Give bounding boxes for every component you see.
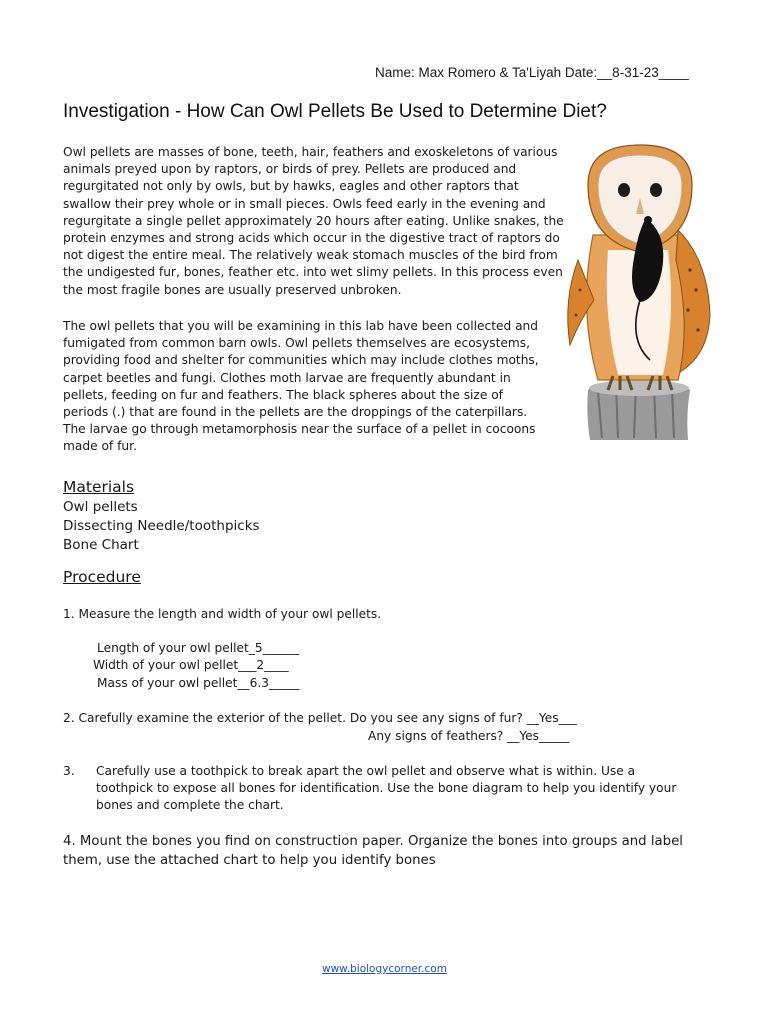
paragraph-line: pellets, feeding on fur and feathers. The black spheres about the size of [63,387,503,402]
paragraph-line: swallow their prey whole or in small pieces. Owls feed early in the evening and [63,196,546,211]
intro-paragraph-1 [63,144,564,299]
paragraph-line: fumigated from common barn owls. Owl pellets themselves are ecosystems, [63,336,530,351]
procedure-step-3-number: 3. [63,764,75,778]
paragraph-line: animals preyed upon by raptors, or birds of prey. Pellets are produced and [63,162,517,177]
pellet-width-line: Width of your owl pellet___2____ [93,658,289,672]
paragraph-line: made of fur. [63,439,137,454]
procedure-step-1: 1. Measure the length and width of your owl pellets. [63,607,382,621]
procedure-heading: Procedure [63,568,141,586]
paragraph-line: carpet beetles and fungi. Clothes moth larvae are frequently abundant in [63,370,511,385]
page-title: Investigation - How Can Owl Pellets Be Used to Determine Diet? [63,101,607,122]
procedure-step-3-line: Carefully use a toothpick to break apart the owl pellet and observe what is within. Use a [96,764,636,778]
paragraph-line: periods (.) that are found in the pellets are the droppings of the caterpillars. [63,405,528,420]
material-item: Owl pellets [63,499,138,515]
intro-paragraph-2 [63,318,553,456]
paragraph-line: not digest the entire meal. The relatively weak stomach muscles of the bird from [63,248,558,263]
procedure-step-3-line: bones and complete the chart. [96,798,284,812]
paragraph-line: the most fragile bones are usually preserved unbroken. [63,282,402,297]
paragraph-line: regurgitate a single pellet approximately 20 hours after eating. Unlike snakes, the [63,213,564,228]
materials-heading: Materials [63,478,135,496]
paragraph-line: regurgitated not only by owls, but by hawks, eagles and other raptors that [63,179,519,194]
footer-link[interactable]: www.biologycorner.com [322,963,447,975]
paragraph-line: the undigested fur, bones, feather etc. into wet slimy pellets. In this process even [63,265,563,280]
procedure-step-2-feathers: Any signs of feathers? __Yes_____ [368,729,570,743]
material-item: Dissecting Needle/toothpicks [63,518,260,534]
material-item: Bone Chart [63,537,139,553]
perch-stump [587,380,690,440]
procedure-step-2: 2. Carefully examine the exterior of the pellet. Do you see any signs of fur? __Yes___ [63,711,577,725]
paragraph-line: protein enzymes and strong acids which occur in the digestive tract of raptors do [63,231,560,246]
pellet-length-line: Length of your owl pellet_5______ [97,641,300,655]
procedure-step-4-line: them, use the attached chart to help you identify bones [63,853,436,868]
pellet-mass-line: Mass of your owl pellet__6.3_____ [97,676,300,690]
paragraph-line: Owl pellets are masses of bone, teeth, hair, feathers and exoskeletons of various [63,145,558,159]
barn-owl-illustration [558,140,728,440]
procedure-step-4-line: 4. Mount the bones you find on construction paper. Organize the bones into groups and label [63,834,683,849]
paragraph-line: providing food and shelter for communities which may include clothes moths, [63,353,539,368]
paragraph-line: The owl pellets that you will be examining in this lab have been collected and [63,319,539,333]
paragraph-line: The larvae go through metamorphosis near the surface of a pellet in cocoons [63,422,536,437]
name-date-line: Name: Max Romero & Ta'Liyah Date:__8-31-23____ [375,65,689,80]
procedure-step-3-line: toothpick to expose all bones for identification. Use the bone diagram to help you identify your [96,781,677,795]
